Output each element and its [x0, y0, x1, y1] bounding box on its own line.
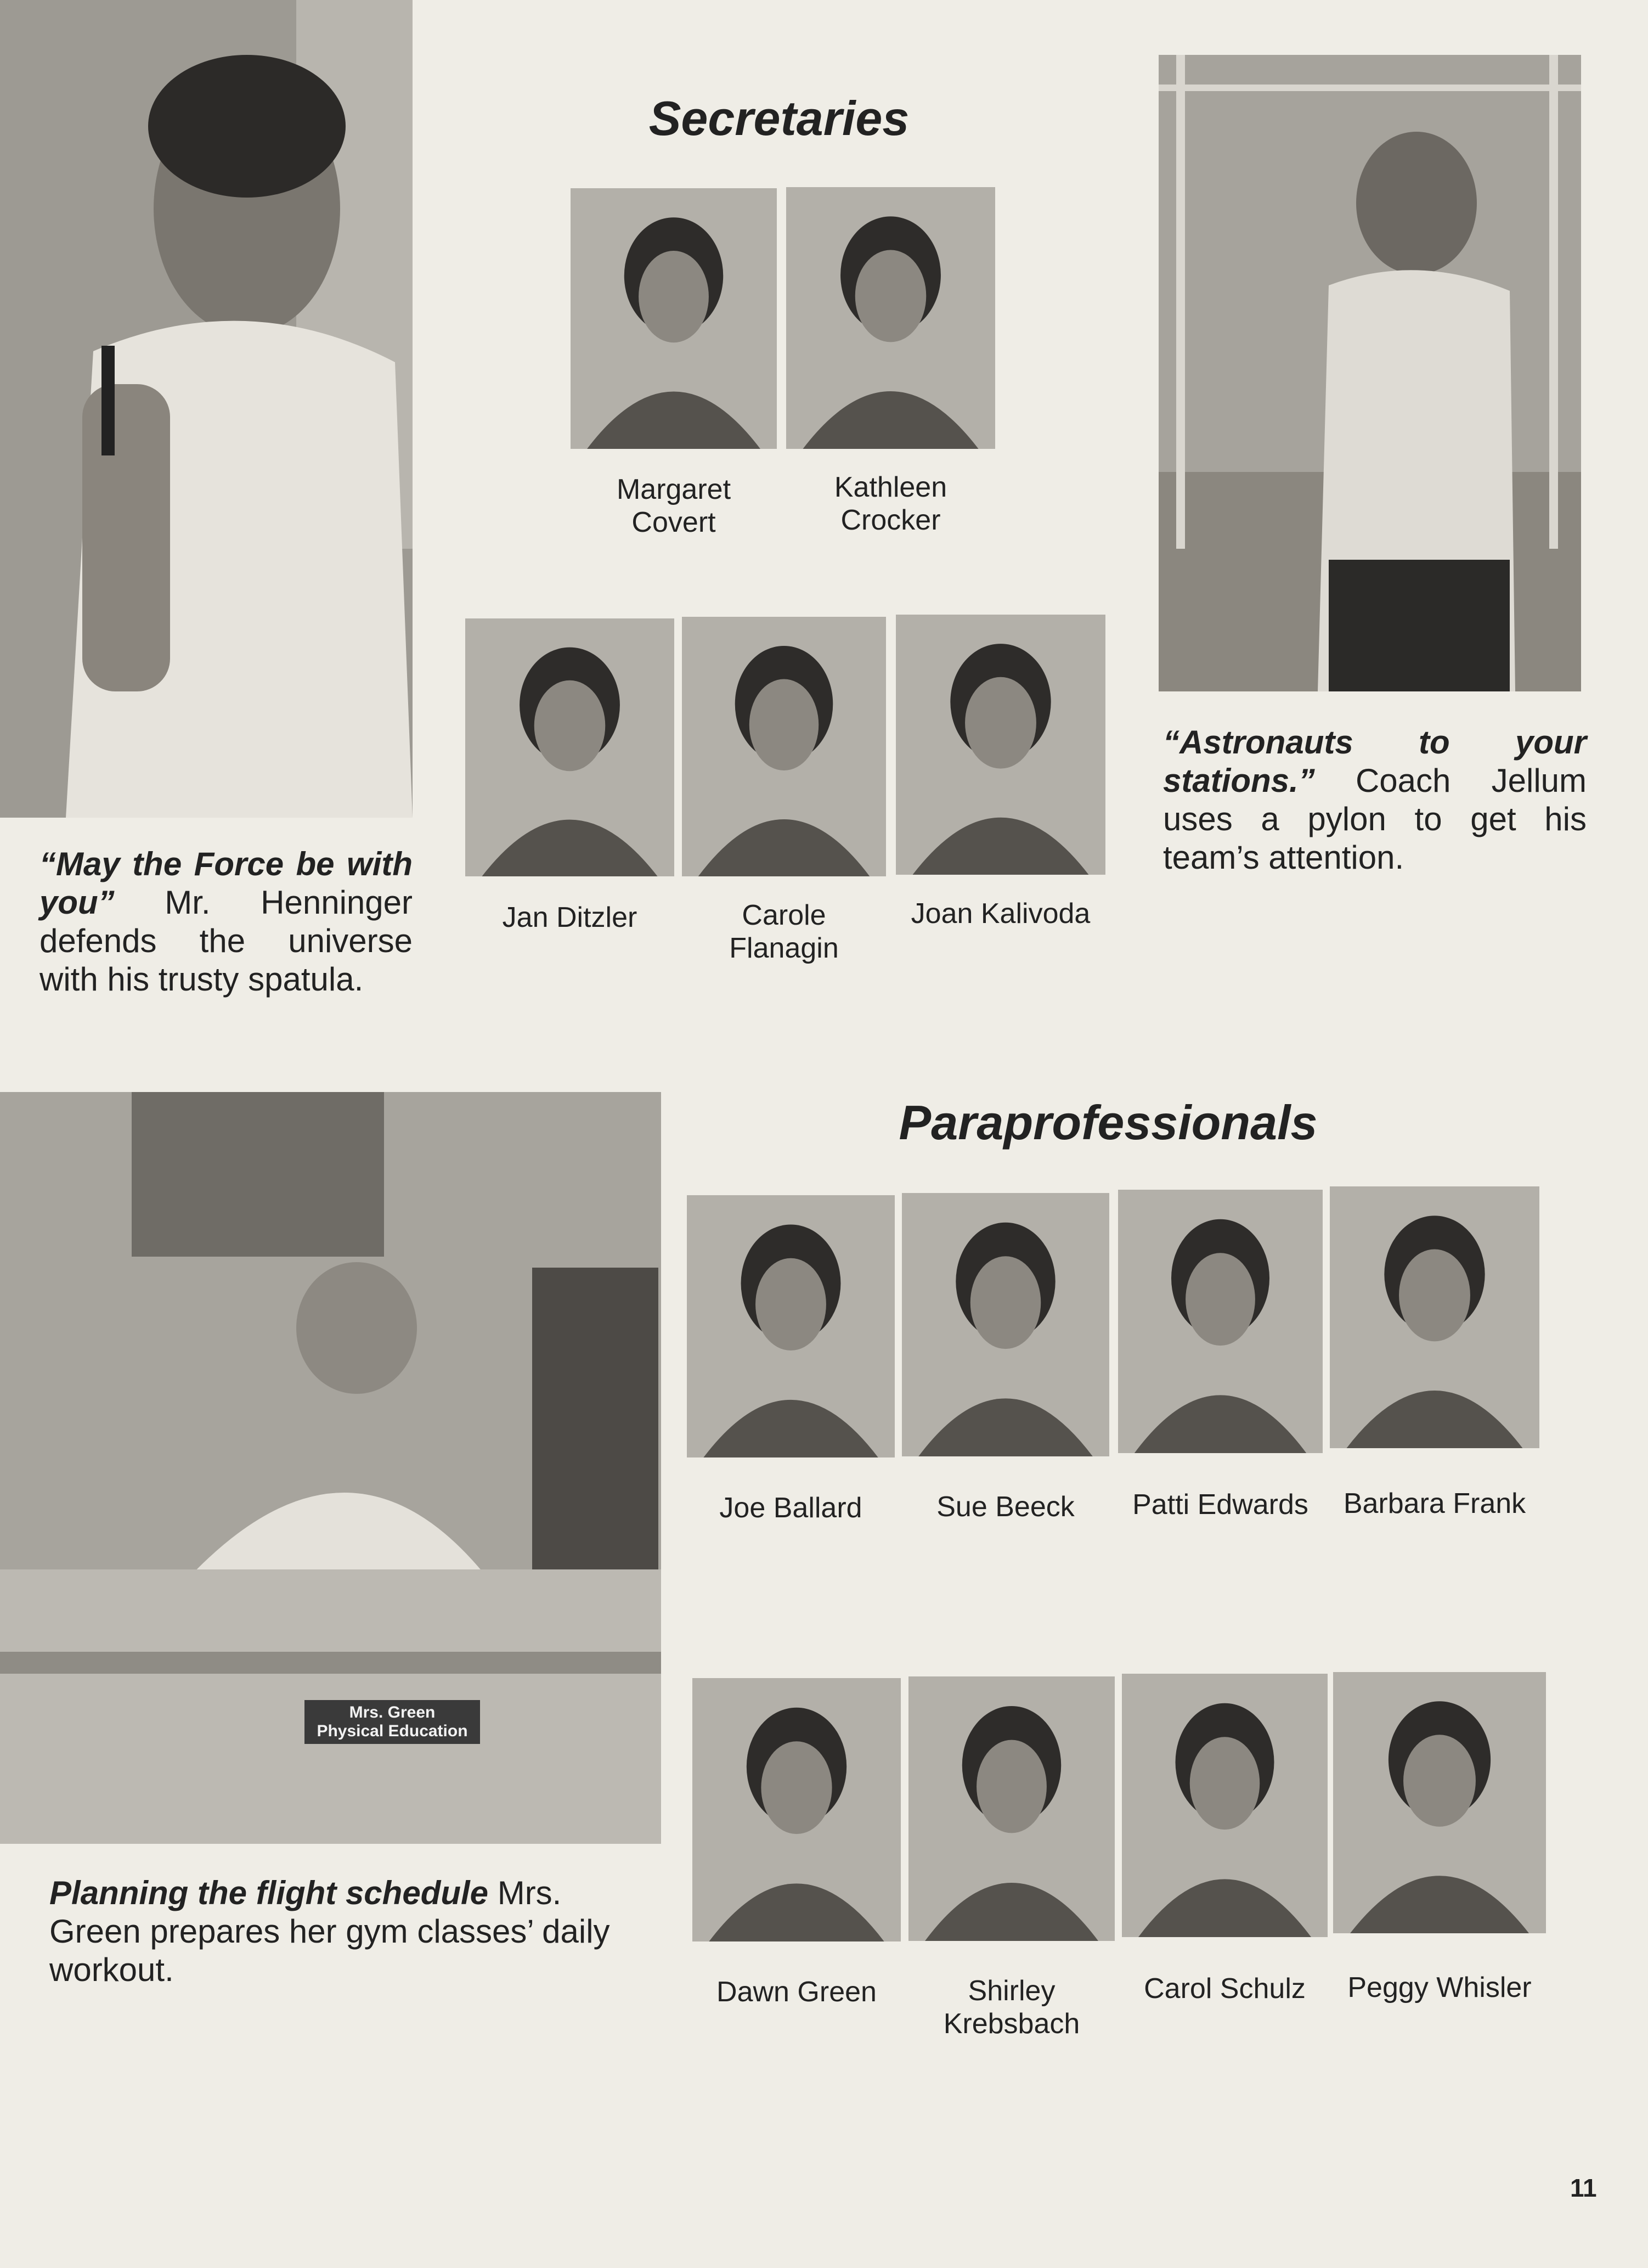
paraprofessional-name: Carol Schulz [1144, 1973, 1306, 2005]
name-plate [304, 1700, 480, 1744]
caption-text: Mrs. Green prepares her gym classes’ daily workout. [49, 1875, 610, 1988]
paraprofessional-name: Peggy Whisler [1347, 1972, 1532, 2004]
henninger-caption [39, 845, 413, 999]
portrait-photo [692, 1678, 901, 1941]
secretary-name: Carole Flanagin [729, 899, 839, 964]
paraprofessional-name: Sue Beeck [936, 1491, 1075, 1523]
portrait-photo [896, 615, 1105, 875]
caption-lead: “Astronauts to your stations.” [1163, 724, 1587, 799]
portrait-photo [908, 1676, 1115, 1941]
paraprofessional-name: Shirley Krebsbach [943, 1975, 1080, 2040]
portrait-photo [465, 618, 674, 876]
portrait-photo [682, 617, 886, 876]
portrait-photo [902, 1193, 1109, 1456]
green-office-photo [0, 1092, 661, 1844]
secretary-name: Kathleen Crocker [834, 471, 947, 536]
paraprofessional-name: Joe Ballard [719, 1492, 862, 1524]
portrait-photo [571, 188, 777, 449]
jellum-caption [1163, 723, 1587, 877]
henninger-photo [0, 0, 413, 818]
caption-lead: “May the Force be with you” [39, 846, 413, 921]
portrait-photo [1333, 1672, 1546, 1933]
green-caption [49, 1874, 658, 1989]
portrait-photo [1330, 1186, 1539, 1448]
portrait-photo [1122, 1674, 1328, 1937]
name-plate-line2: Physical Education [317, 1722, 468, 1740]
secretary-name: Joan Kalivoda [911, 898, 1091, 930]
caption-text: Coach Jellum uses a pylon to get his team’s attention. [1163, 762, 1587, 876]
page-number: 11 [1570, 2174, 1597, 2202]
jellum-photo [1159, 55, 1581, 691]
paraprofessional-name: Barbara Frank [1343, 1488, 1526, 1519]
secretary-name: Jan Ditzler [502, 902, 637, 933]
paraprofessionals-heading: Paraprofessionals [899, 1095, 1318, 1150]
paraprofessional-name: Dawn Green [716, 1976, 877, 2008]
secretaries-heading: Secretaries [648, 91, 910, 145]
portrait-photo [786, 187, 995, 449]
caption-lead: Planning the flight schedule [49, 1875, 489, 1911]
portrait-photo [687, 1195, 895, 1457]
secretary-name: Margaret Covert [616, 474, 731, 538]
caption-text: Mr. Henninger defends the universe with his trusty spatula. [39, 884, 413, 998]
portrait-photo [1118, 1190, 1323, 1453]
paraprofessional-name: Patti Edwards [1132, 1489, 1308, 1521]
name-plate-line1: Mrs. Green [349, 1703, 436, 1721]
